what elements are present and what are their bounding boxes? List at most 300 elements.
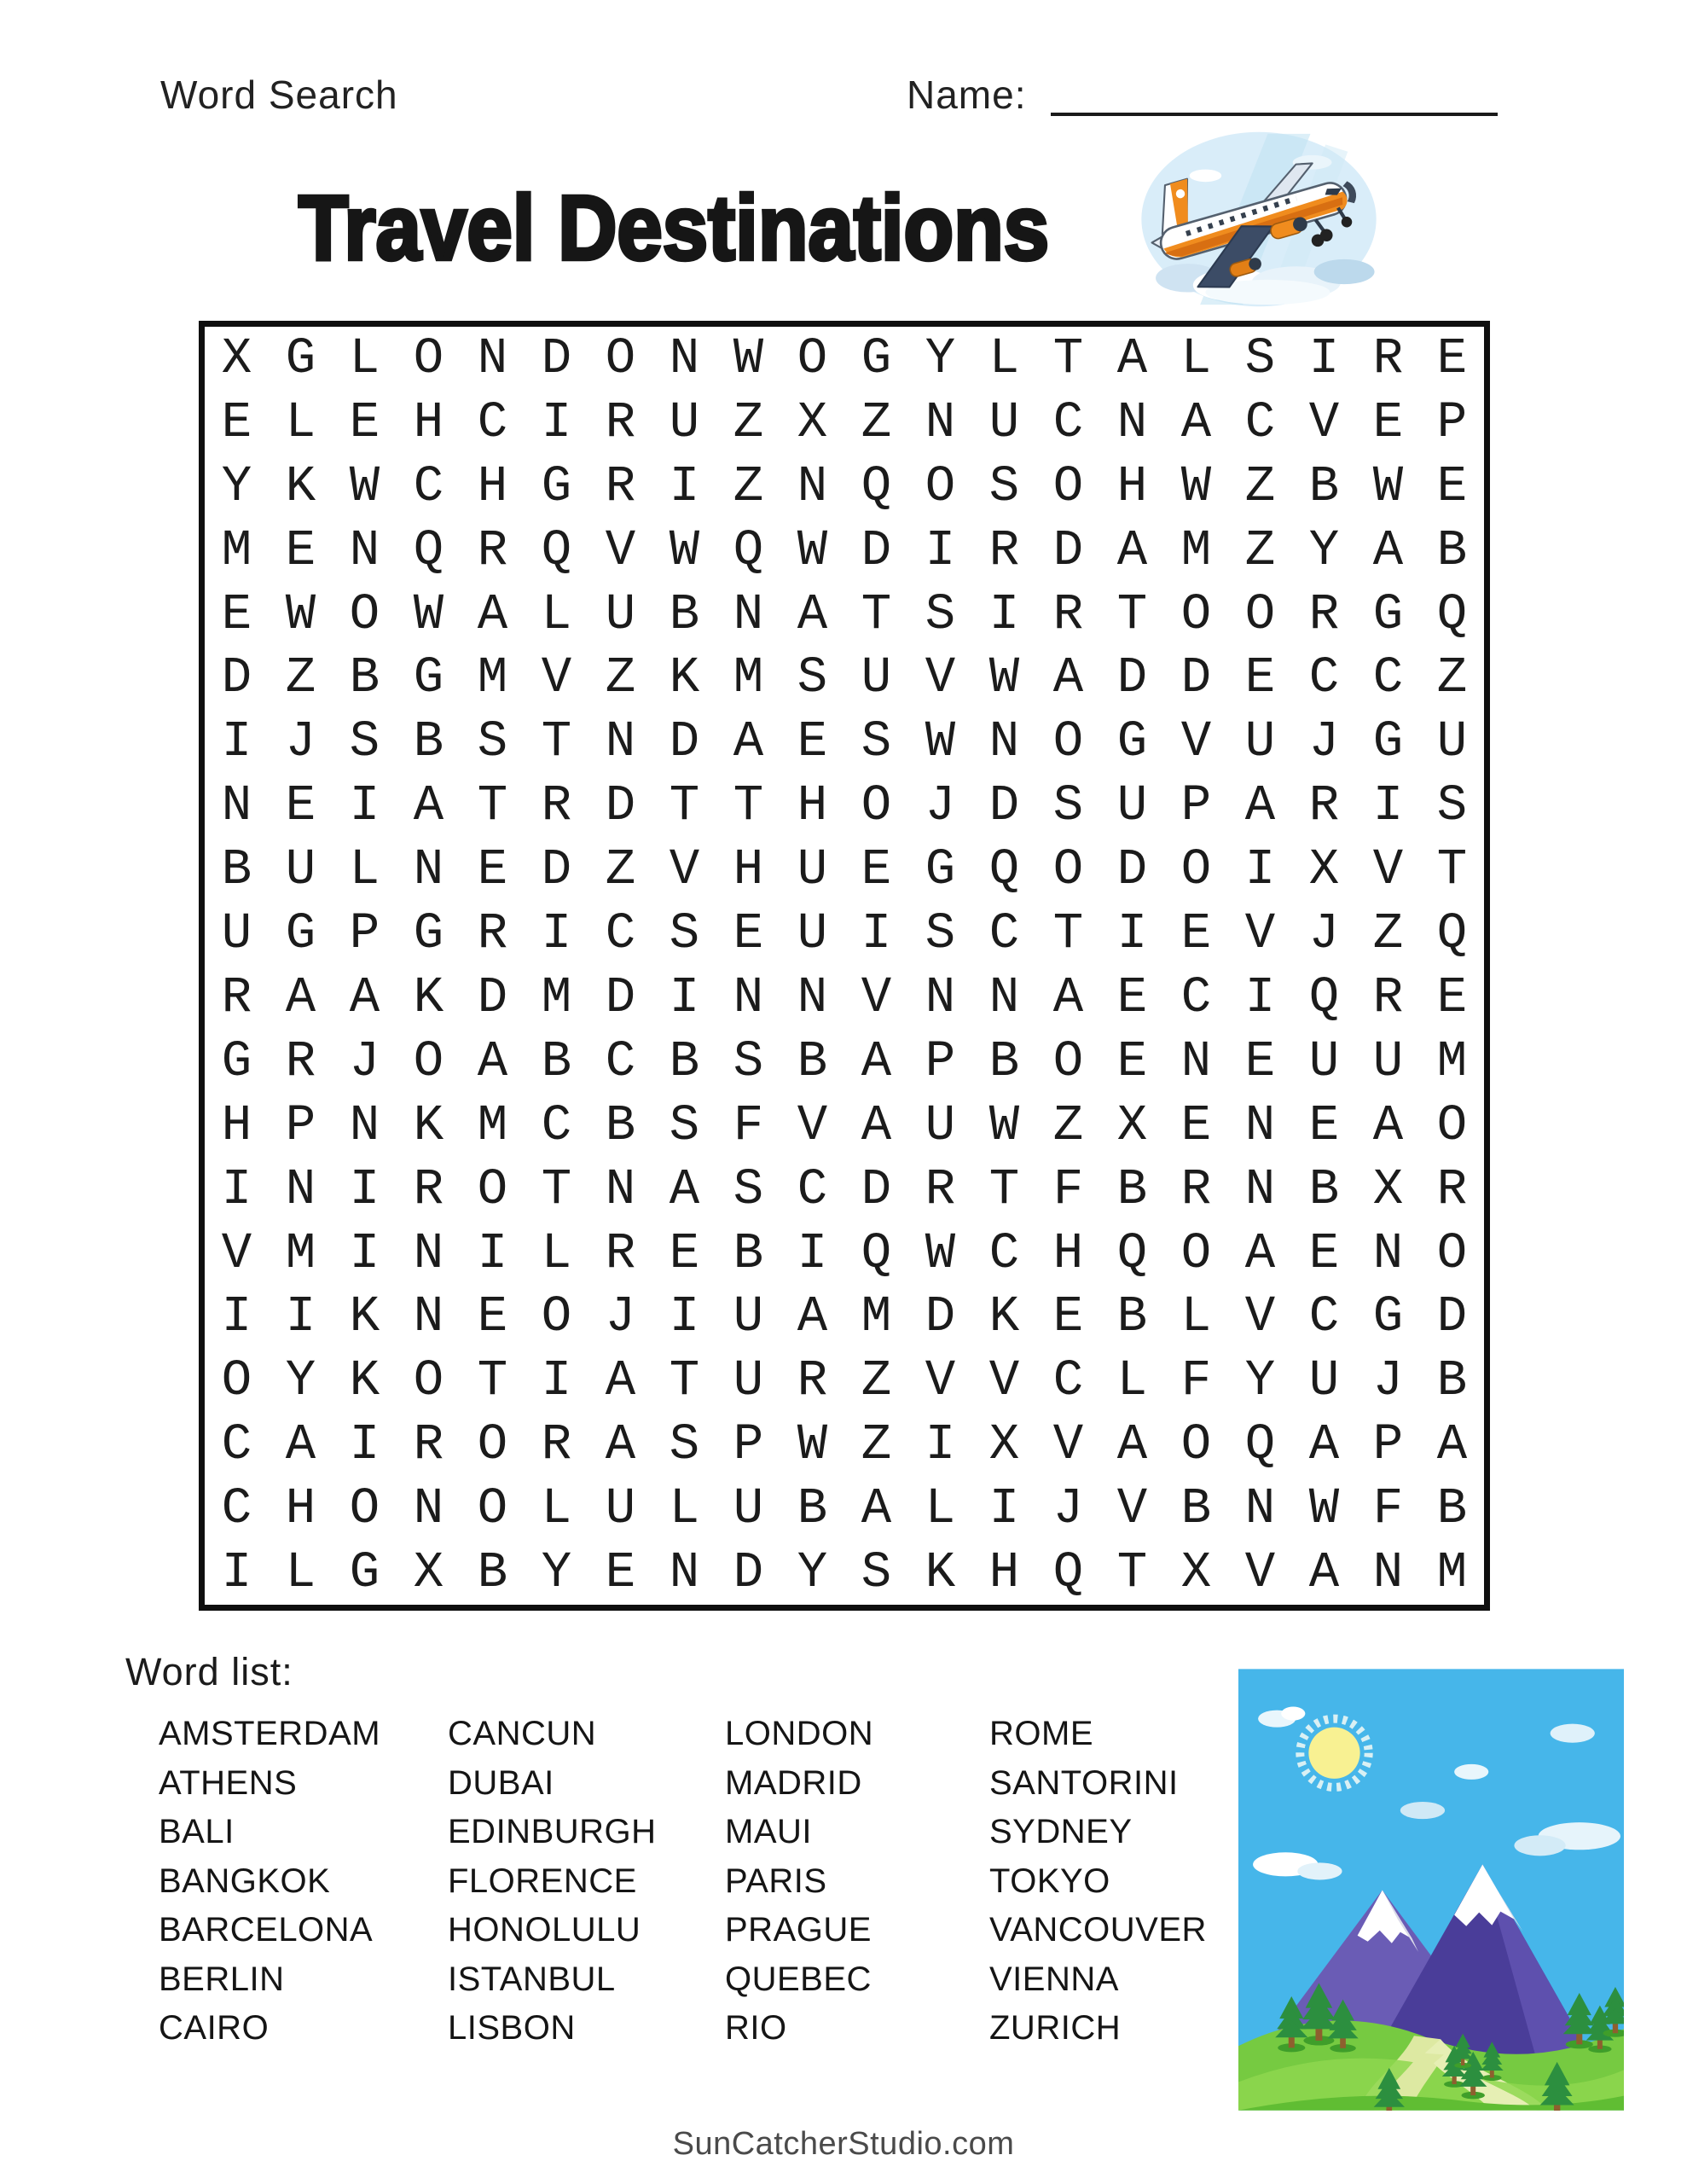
grid-cell: Q bbox=[1436, 905, 1468, 963]
grid-cell: Q bbox=[541, 521, 572, 579]
grid-cell: A bbox=[285, 1416, 316, 1474]
grid-cell: B bbox=[349, 649, 380, 707]
grid-cell: U bbox=[797, 841, 828, 899]
grid-cell: K bbox=[413, 1096, 444, 1154]
grid-cell: S bbox=[1052, 777, 1084, 835]
grid-cell: J bbox=[605, 1288, 636, 1346]
grid-cell: X bbox=[797, 393, 828, 451]
grid-cell: L bbox=[669, 1480, 700, 1538]
grid-cell: B bbox=[797, 1032, 828, 1090]
word-list-item: MAUI bbox=[725, 1813, 812, 1850]
grid-cell: P bbox=[1436, 393, 1468, 451]
grid-cell: E bbox=[221, 393, 252, 451]
grid-cell: G bbox=[541, 457, 572, 515]
grid-cell: O bbox=[413, 1352, 444, 1410]
grid-cell: O bbox=[477, 1480, 508, 1538]
grid-cell: A bbox=[1244, 777, 1276, 835]
grid-cell: T bbox=[541, 1160, 572, 1218]
grid-cell: A bbox=[1116, 521, 1148, 579]
grid-cell: A bbox=[1116, 329, 1148, 387]
grid-cell: N bbox=[669, 329, 700, 387]
grid-cell: W bbox=[925, 713, 956, 771]
grid-cell: I bbox=[797, 1224, 828, 1282]
word-list-item: CANCUN bbox=[448, 1715, 597, 1752]
grid-cell: E bbox=[1436, 457, 1468, 515]
grid-cell: O bbox=[797, 329, 828, 387]
grid-cell: A bbox=[861, 1480, 892, 1538]
word-list-item: ROME bbox=[989, 1715, 1093, 1752]
airplane-icon bbox=[1134, 126, 1383, 312]
name-label: Name: bbox=[907, 73, 1027, 117]
word-list-item: CAIRO bbox=[159, 2009, 270, 2047]
grid-cell: T bbox=[669, 1352, 700, 1410]
grid-cell: C bbox=[797, 1160, 828, 1218]
grid-cell: S bbox=[1436, 777, 1468, 835]
grid-cell: L bbox=[349, 841, 380, 899]
grid-cell: A bbox=[861, 1032, 892, 1090]
word-list-item: ISTANBUL bbox=[448, 1960, 616, 1998]
grid-cell: D bbox=[1180, 649, 1212, 707]
grid-cell: A bbox=[413, 777, 444, 835]
grid-cell: R bbox=[1308, 777, 1340, 835]
grid-cell: I bbox=[1244, 968, 1276, 1026]
grid-cell: O bbox=[349, 1480, 380, 1538]
grid-cell: W bbox=[1372, 457, 1404, 515]
grid-cell: Z bbox=[1052, 1096, 1084, 1154]
grid-cell: I bbox=[541, 1352, 572, 1410]
grid-cell: C bbox=[988, 1224, 1020, 1282]
grid-cell: S bbox=[669, 1096, 700, 1154]
grid-cell: I bbox=[925, 521, 956, 579]
grid-cell: O bbox=[349, 585, 380, 643]
grid-cell: B bbox=[1116, 1288, 1148, 1346]
grid-cell: U bbox=[285, 841, 316, 899]
grid-cell: F bbox=[1180, 1352, 1212, 1410]
grid-cell: U bbox=[669, 393, 700, 451]
grid-cell: D bbox=[605, 968, 636, 1026]
grid-cell: A bbox=[797, 1288, 828, 1346]
word-list bbox=[159, 1710, 1208, 2053]
grid-cell: O bbox=[1052, 457, 1084, 515]
grid-cell: M bbox=[285, 1224, 316, 1282]
grid-cell: K bbox=[349, 1352, 380, 1410]
grid-cell: U bbox=[1244, 713, 1276, 771]
grid-cell: L bbox=[285, 393, 316, 451]
grid-cell: K bbox=[669, 649, 700, 707]
grid-cell: T bbox=[988, 1160, 1020, 1218]
grid-cell: T bbox=[1116, 1544, 1148, 1602]
grid-cell: Z bbox=[1436, 649, 1468, 707]
grid-cell: S bbox=[349, 713, 380, 771]
word-list-item: HONOLULU bbox=[448, 1911, 641, 1949]
grid-cell: I bbox=[1372, 777, 1404, 835]
grid-cell: G bbox=[285, 329, 316, 387]
grid-cell: C bbox=[221, 1480, 252, 1538]
grid-cell: E bbox=[1436, 968, 1468, 1026]
grid-cell: V bbox=[797, 1096, 828, 1154]
grid-cell: T bbox=[1116, 585, 1148, 643]
grid-cell: I bbox=[861, 905, 892, 963]
grid-cell: V bbox=[1116, 1480, 1148, 1538]
grid-cell: L bbox=[541, 585, 572, 643]
worksheet-type-label: Word Search bbox=[160, 73, 398, 117]
grid-cell: E bbox=[349, 393, 380, 451]
grid-cell: E bbox=[1308, 1224, 1340, 1282]
grid-cell: J bbox=[285, 713, 316, 771]
grid-cell: Y bbox=[797, 1544, 828, 1602]
grid-cell: C bbox=[1372, 649, 1404, 707]
grid-cell: F bbox=[1052, 1160, 1084, 1218]
grid-cell: M bbox=[477, 1096, 508, 1154]
grid-cell: N bbox=[925, 968, 956, 1026]
grid-cell: B bbox=[669, 585, 700, 643]
grid-cell: D bbox=[221, 649, 252, 707]
grid-cell: G bbox=[413, 649, 444, 707]
grid-cell: I bbox=[349, 777, 380, 835]
grid-cell: J bbox=[1308, 905, 1340, 963]
grid-cell: D bbox=[861, 521, 892, 579]
grid-cell: W bbox=[413, 585, 444, 643]
grid-cell: A bbox=[1308, 1416, 1340, 1474]
grid-cell: P bbox=[1372, 1416, 1404, 1474]
grid-cell: E bbox=[477, 1288, 508, 1346]
grid-cell: B bbox=[477, 1544, 508, 1602]
grid-cell: N bbox=[797, 968, 828, 1026]
word-list-label: Word list: bbox=[125, 1650, 293, 1693]
grid-cell: S bbox=[733, 1032, 764, 1090]
grid-cell: B bbox=[1308, 1160, 1340, 1218]
grid-cell: M bbox=[1180, 521, 1212, 579]
grid-cell: Q bbox=[1052, 1544, 1084, 1602]
grid-cell: D bbox=[925, 1288, 956, 1346]
grid-cell: W bbox=[797, 521, 828, 579]
grid-cell: H bbox=[285, 1480, 316, 1538]
grid-cell: Z bbox=[1244, 457, 1276, 515]
grid-cell: A bbox=[797, 585, 828, 643]
grid-cell: N bbox=[733, 585, 764, 643]
grid-cell: O bbox=[1180, 585, 1212, 643]
word-list-item: AMSTERDAM bbox=[159, 1715, 381, 1752]
grid-cell: U bbox=[221, 905, 252, 963]
grid-cell: W bbox=[797, 1416, 828, 1474]
grid-cell: U bbox=[605, 1480, 636, 1538]
grid-cell: W bbox=[733, 329, 764, 387]
grid-cell: L bbox=[541, 1480, 572, 1538]
grid-cell: V bbox=[925, 1352, 956, 1410]
grid-cell: A bbox=[1180, 393, 1212, 451]
grid-cell: N bbox=[477, 329, 508, 387]
grid-cell: D bbox=[733, 1544, 764, 1602]
grid-cell: C bbox=[1052, 393, 1084, 451]
grid-cell: O bbox=[605, 329, 636, 387]
grid-cell: G bbox=[925, 841, 956, 899]
grid-cell: D bbox=[541, 841, 572, 899]
grid-cell: D bbox=[1052, 521, 1084, 579]
grid-cell: I bbox=[669, 1288, 700, 1346]
grid-cell: U bbox=[1436, 713, 1468, 771]
grid-cell: N bbox=[988, 968, 1020, 1026]
grid-cell: O bbox=[1180, 841, 1212, 899]
grid-cell: R bbox=[1052, 585, 1084, 643]
grid-cell: A bbox=[1436, 1416, 1468, 1474]
grid-cell: H bbox=[221, 1096, 252, 1154]
grid-cell: V bbox=[1244, 1544, 1276, 1602]
grid-cell: O bbox=[1052, 713, 1084, 771]
grid-cell: E bbox=[1180, 905, 1212, 963]
grid-cell: X bbox=[413, 1544, 444, 1602]
grid-cell: H bbox=[797, 777, 828, 835]
grid-cell: W bbox=[1308, 1480, 1340, 1538]
grid-cell: W bbox=[1180, 457, 1212, 515]
grid-cell: N bbox=[349, 521, 380, 579]
grid-cell: Z bbox=[733, 393, 764, 451]
grid-cell: E bbox=[1372, 393, 1404, 451]
grid-cell: I bbox=[285, 1288, 316, 1346]
grid-cell: M bbox=[477, 649, 508, 707]
grid-cell: Q bbox=[988, 841, 1020, 899]
grid-cell: T bbox=[861, 585, 892, 643]
grid-cell: I bbox=[1244, 841, 1276, 899]
grid-cell: Y bbox=[1244, 1352, 1276, 1410]
grid-cell: S bbox=[925, 585, 956, 643]
grid-cell: A bbox=[733, 713, 764, 771]
word-list-item: FLORENCE bbox=[448, 1862, 637, 1900]
grid-cell: D bbox=[541, 329, 572, 387]
grid-cell: R bbox=[925, 1160, 956, 1218]
grid-cell: C bbox=[477, 393, 508, 451]
word-list-item: PRAGUE bbox=[725, 1911, 872, 1949]
grid-cell: I bbox=[349, 1416, 380, 1474]
word-list-item: BARCELONA bbox=[159, 1911, 374, 1949]
word-list-item: EDINBURGH bbox=[448, 1813, 657, 1850]
grid-cell: I bbox=[925, 1416, 956, 1474]
grid-cell: N bbox=[733, 968, 764, 1026]
grid-cell: N bbox=[988, 713, 1020, 771]
grid-cell: Z bbox=[605, 649, 636, 707]
grid-cell: J bbox=[925, 777, 956, 835]
grid-cell: E bbox=[1052, 1288, 1084, 1346]
grid-cell: A bbox=[1372, 521, 1404, 579]
grid-cell: E bbox=[669, 1224, 700, 1282]
grid-cell: G bbox=[413, 905, 444, 963]
word-list-item: LISBON bbox=[448, 2009, 576, 2047]
grid-cell: C bbox=[413, 457, 444, 515]
grid-cell: R bbox=[1372, 329, 1404, 387]
grid-cell: X bbox=[988, 1416, 1020, 1474]
grid-cell: Z bbox=[605, 841, 636, 899]
grid-cell: E bbox=[1116, 1032, 1148, 1090]
grid-cell: W bbox=[669, 521, 700, 579]
word-list-item: LONDON bbox=[725, 1715, 874, 1752]
word-list-item: BANGKOK bbox=[159, 1862, 331, 1900]
grid-cell: D bbox=[1116, 841, 1148, 899]
grid-cell: J bbox=[1308, 713, 1340, 771]
grid-cell: A bbox=[1052, 968, 1084, 1026]
grid-cell: O bbox=[1052, 841, 1084, 899]
word-list-item: TOKYO bbox=[989, 1862, 1110, 1900]
grid-cell: O bbox=[1180, 1416, 1212, 1474]
grid-cell: H bbox=[733, 841, 764, 899]
grid-cell: A bbox=[605, 1352, 636, 1410]
word-list-column bbox=[989, 1710, 1208, 2053]
grid-cell: D bbox=[605, 777, 636, 835]
grid-cell: S bbox=[669, 1416, 700, 1474]
grid-cell: L bbox=[988, 329, 1020, 387]
grid-cell: D bbox=[669, 713, 700, 771]
grid-cell: D bbox=[1436, 1288, 1468, 1346]
grid-cell: U bbox=[733, 1480, 764, 1538]
grid-cell: A bbox=[1308, 1544, 1340, 1602]
grid-cell: N bbox=[413, 1288, 444, 1346]
grid-cell: P bbox=[285, 1096, 316, 1154]
word-list-item: BERLIN bbox=[159, 1960, 285, 1998]
word-search-grid bbox=[199, 321, 1490, 1611]
grid-cell: I bbox=[669, 968, 700, 1026]
grid-cell: Z bbox=[861, 393, 892, 451]
grid-cell: R bbox=[413, 1416, 444, 1474]
grid-cell: A bbox=[1116, 1416, 1148, 1474]
grid-cell: W bbox=[349, 457, 380, 515]
word-list-item: MADRID bbox=[725, 1763, 862, 1802]
grid-cell: A bbox=[1372, 1096, 1404, 1154]
page-title: Travel Destinations bbox=[298, 177, 1050, 280]
grid-cell: V bbox=[1372, 841, 1404, 899]
grid-cell: U bbox=[925, 1096, 956, 1154]
grid-cell: N bbox=[1372, 1544, 1404, 1602]
grid-cell: R bbox=[477, 905, 508, 963]
word-list-item: SYDNEY bbox=[989, 1813, 1133, 1850]
grid-cell: R bbox=[1308, 585, 1340, 643]
grid-cell: X bbox=[1180, 1544, 1212, 1602]
grid-cell: O bbox=[1436, 1224, 1468, 1282]
grid-cell: D bbox=[1116, 649, 1148, 707]
grid-cell: H bbox=[988, 1544, 1020, 1602]
grid-cell: B bbox=[1180, 1480, 1212, 1538]
grid-cell: R bbox=[285, 1032, 316, 1090]
grid-cell: J bbox=[1052, 1480, 1084, 1538]
grid-cell: O bbox=[1244, 585, 1276, 643]
grid-cell: R bbox=[1180, 1160, 1212, 1218]
grid-cell: C bbox=[541, 1096, 572, 1154]
grid-cell: N bbox=[413, 1224, 444, 1282]
grid-cell: V bbox=[221, 1224, 252, 1282]
word-list-item: DUBAI bbox=[448, 1763, 554, 1802]
grid-cell: E bbox=[1244, 1032, 1276, 1090]
grid-cell: Q bbox=[1244, 1416, 1276, 1474]
grid-cell: P bbox=[1180, 777, 1212, 835]
grid-cell: O bbox=[541, 1288, 572, 1346]
grid-cell: Y bbox=[925, 329, 956, 387]
grid-cell: Q bbox=[861, 1224, 892, 1282]
grid-cell: K bbox=[925, 1544, 956, 1602]
grid-cell: B bbox=[1436, 1480, 1468, 1538]
grid-cell: S bbox=[733, 1160, 764, 1218]
grid-cell: A bbox=[285, 968, 316, 1026]
grid-cell: Z bbox=[1372, 905, 1404, 963]
grid-cell: O bbox=[925, 457, 956, 515]
grid-cell: W bbox=[988, 649, 1020, 707]
grid-cell: R bbox=[605, 457, 636, 515]
grid-cell: E bbox=[1308, 1096, 1340, 1154]
grid-cell: G bbox=[1372, 585, 1404, 643]
grid-cell: F bbox=[733, 1096, 764, 1154]
grid-cell: N bbox=[605, 713, 636, 771]
word-list-item: ATHENS bbox=[159, 1763, 298, 1802]
grid-cell: N bbox=[1244, 1160, 1276, 1218]
grid-cell: E bbox=[1436, 329, 1468, 387]
grid-cell: K bbox=[349, 1288, 380, 1346]
word-list-column bbox=[725, 1710, 989, 2053]
grid-cell: T bbox=[1052, 329, 1084, 387]
grid-cell: N bbox=[1372, 1224, 1404, 1282]
grid-cell: T bbox=[669, 777, 700, 835]
grid-cell: U bbox=[1308, 1352, 1340, 1410]
grid-cell: B bbox=[413, 713, 444, 771]
grid-cell: B bbox=[1308, 457, 1340, 515]
grid-cell: B bbox=[221, 841, 252, 899]
grid-cell: S bbox=[861, 713, 892, 771]
grid-cell: A bbox=[669, 1160, 700, 1218]
mountain-landscape-svg bbox=[1238, 1669, 1624, 2111]
grid-cell: D bbox=[861, 1160, 892, 1218]
grid-cell: L bbox=[541, 1224, 572, 1282]
grid-cell: O bbox=[1180, 1224, 1212, 1282]
word-list-item: VANCOUVER bbox=[989, 1911, 1207, 1949]
grid-cell: O bbox=[477, 1160, 508, 1218]
grid-cell: I bbox=[541, 905, 572, 963]
grid-cell: T bbox=[1052, 905, 1084, 963]
grid-cell: T bbox=[541, 713, 572, 771]
grid-cell: R bbox=[605, 1224, 636, 1282]
grid-cell: I bbox=[1116, 905, 1148, 963]
grid-cell: X bbox=[1372, 1160, 1404, 1218]
grid-cell: B bbox=[541, 1032, 572, 1090]
grid-cell: P bbox=[349, 905, 380, 963]
grid-cell: R bbox=[541, 1416, 572, 1474]
grid-cell: A bbox=[1052, 649, 1084, 707]
grid-cell: W bbox=[285, 585, 316, 643]
grid-cell: S bbox=[669, 905, 700, 963]
grid-cell: S bbox=[477, 713, 508, 771]
grid-cell: Y bbox=[221, 457, 252, 515]
grid-cell: E bbox=[1116, 968, 1148, 1026]
grid-cell: H bbox=[477, 457, 508, 515]
grid-cell: A bbox=[861, 1096, 892, 1154]
grid-cell: T bbox=[1436, 841, 1468, 899]
grid-cell: Q bbox=[1308, 968, 1340, 1026]
word-list-item: RIO bbox=[725, 2009, 787, 2047]
grid-cell: Y bbox=[1308, 521, 1340, 579]
word-list-column bbox=[159, 1710, 448, 2053]
grid-cell: C bbox=[221, 1416, 252, 1474]
grid-cell: G bbox=[221, 1032, 252, 1090]
grid-cell: V bbox=[861, 968, 892, 1026]
grid-cell: R bbox=[221, 968, 252, 1026]
grid-cell: R bbox=[413, 1160, 444, 1218]
grid-cell: X bbox=[1308, 841, 1340, 899]
grid-cell: V bbox=[1244, 1288, 1276, 1346]
grid-cell: J bbox=[349, 1032, 380, 1090]
grid-cell: G bbox=[861, 329, 892, 387]
grid-cell: V bbox=[925, 649, 956, 707]
grid-cell: O bbox=[413, 329, 444, 387]
grid-cell: I bbox=[1308, 329, 1340, 387]
grid-cell: P bbox=[925, 1032, 956, 1090]
grid-cell: E bbox=[1244, 649, 1276, 707]
word-list-item: BALI bbox=[159, 1813, 235, 1850]
grid-cell: L bbox=[1180, 329, 1212, 387]
grid-cell: A bbox=[349, 968, 380, 1026]
